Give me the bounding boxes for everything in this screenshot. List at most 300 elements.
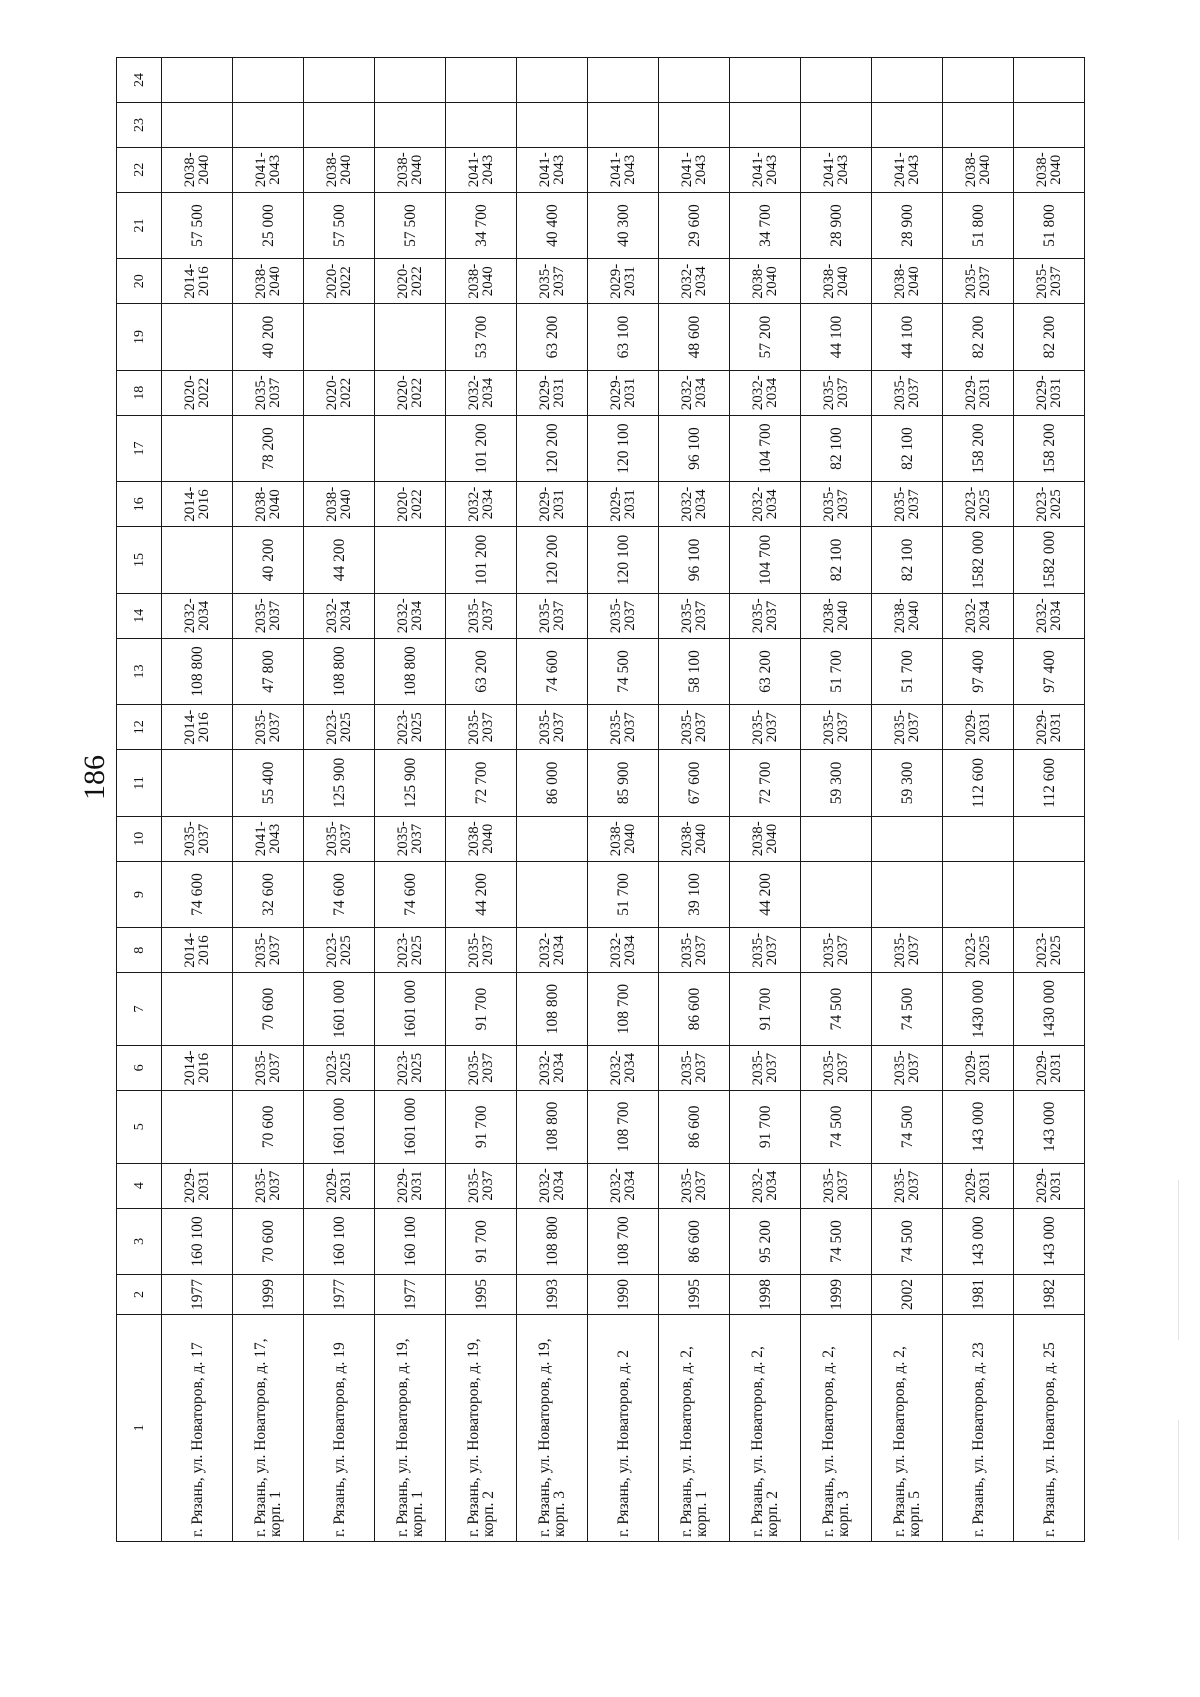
- table-cell: 2038- 2040: [446, 816, 517, 861]
- table-cell: 44 100: [872, 304, 943, 371]
- table-cell: 1601 000: [304, 973, 375, 1046]
- table-cell: 158 200: [1014, 415, 1085, 482]
- table-cell: [162, 103, 233, 148]
- table-cell: 108 800: [304, 638, 375, 705]
- table-cell: 2014- 2016: [162, 482, 233, 527]
- table-cell: 143 000: [943, 1208, 1014, 1275]
- table-cell: 2032- 2034: [730, 1163, 801, 1208]
- table-cell: 2023- 2025: [943, 928, 1014, 973]
- table-cell: 47 800: [233, 638, 304, 705]
- scan-edge-mark: [1178, 1180, 1179, 1340]
- table-cell: 2035- 2037: [588, 705, 659, 750]
- table-cell: 101 200: [446, 527, 517, 594]
- table-cell: 1430 000: [1014, 973, 1085, 1046]
- table-cell: 2020- 2022: [162, 370, 233, 415]
- table-cell: 2035- 2037: [233, 705, 304, 750]
- table-cell: 1977: [304, 1275, 375, 1315]
- table-cell: [375, 58, 446, 103]
- address-cell: г. Рязань, ул. Новаторов, д. 17, корп. 1: [233, 1314, 304, 1541]
- column-number: 9: [117, 861, 162, 928]
- column-number: 7: [117, 973, 162, 1046]
- table-cell: 160 100: [304, 1208, 375, 1275]
- table-cell: [446, 58, 517, 103]
- table-cell: 1601 000: [375, 973, 446, 1046]
- table-cell: 1995: [659, 1275, 730, 1315]
- table-cell: 95 200: [730, 1208, 801, 1275]
- table-cell: 40 300: [588, 192, 659, 259]
- registry-table: [116, 57, 1085, 1542]
- table-cell: 158 200: [943, 415, 1014, 482]
- table-cell: 120 200: [517, 527, 588, 594]
- column-number: 16: [117, 482, 162, 527]
- table-cell: 2032- 2034: [304, 593, 375, 638]
- table-cell: 120 100: [588, 527, 659, 594]
- table-cell: 2038- 2040: [730, 259, 801, 304]
- table-cell: 2035- 2037: [233, 1163, 304, 1208]
- table-cell: 120 200: [517, 415, 588, 482]
- table-cell: 2041- 2043: [659, 147, 730, 192]
- table-cell: 86 600: [659, 1090, 730, 1163]
- table-cell: 2035- 2037: [872, 370, 943, 415]
- table-cell: 34 700: [730, 192, 801, 259]
- table-cell: 70 600: [233, 973, 304, 1046]
- table-cell: 96 100: [659, 527, 730, 594]
- table-cell: 2029- 2031: [943, 1046, 1014, 1091]
- table-cell: [517, 816, 588, 861]
- table-cell: [304, 103, 375, 148]
- address-cell: г. Рязань, ул. Новаторов, д. 17: [162, 1314, 233, 1541]
- table-cell: 2038- 2040: [233, 259, 304, 304]
- table-cell: 2035- 2037: [588, 593, 659, 638]
- table-cell: 44 200: [304, 527, 375, 594]
- table-cell: 2041- 2043: [233, 147, 304, 192]
- table-cell: 29 600: [659, 192, 730, 259]
- table-cell: 2035- 2037: [659, 928, 730, 973]
- table-cell: 48 600: [659, 304, 730, 371]
- table-cell: 67 600: [659, 750, 730, 817]
- table-cell: 2035- 2037: [872, 928, 943, 973]
- table-cell: 2029- 2031: [517, 482, 588, 527]
- table-cell: [872, 103, 943, 148]
- table-cell: [304, 304, 375, 371]
- table-cell: 2023- 2025: [304, 928, 375, 973]
- table-cell: [943, 58, 1014, 103]
- table-cell: 74 500: [801, 973, 872, 1046]
- table-cell: 2014- 2016: [162, 1046, 233, 1091]
- table-cell: 2041- 2043: [801, 147, 872, 192]
- table-cell: 91 700: [730, 1090, 801, 1163]
- table-cell: [730, 103, 801, 148]
- address-cell: г. Рязань, ул. Новаторов, д. 19: [304, 1314, 375, 1541]
- table-cell: 108 800: [517, 1090, 588, 1163]
- table-cell: 2029- 2031: [1014, 1046, 1085, 1091]
- table-cell: 2023- 2025: [375, 1046, 446, 1091]
- table-cell: 82 100: [872, 527, 943, 594]
- table-cell: [588, 58, 659, 103]
- table-cell: 2035- 2037: [446, 1163, 517, 1208]
- table-cell: 1430 000: [943, 973, 1014, 1046]
- table-cell: 2035- 2037: [801, 705, 872, 750]
- table-cell: 2032- 2034: [943, 593, 1014, 638]
- table-cell: 97 400: [1014, 638, 1085, 705]
- table-cell: 108 700: [588, 1208, 659, 1275]
- table-cell: 2029- 2031: [375, 1163, 446, 1208]
- column-number: 22: [117, 147, 162, 192]
- table-cell: 2035- 2037: [517, 259, 588, 304]
- table-cell: 39 100: [659, 861, 730, 928]
- table-cell: 2035- 2037: [1014, 259, 1085, 304]
- table-cell: [943, 103, 1014, 148]
- address-cell: г. Рязань, ул. Новаторов, д. 2: [588, 1314, 659, 1541]
- table-cell: [162, 973, 233, 1046]
- table-cell: [1014, 103, 1085, 148]
- table-cell: [872, 861, 943, 928]
- table-cell: 2035- 2037: [659, 1046, 730, 1091]
- table-cell: [517, 103, 588, 148]
- table-cell: 2020- 2022: [304, 370, 375, 415]
- address-cell: г. Рязань, ул. Новаторов, д. 19, корп. 1: [375, 1314, 446, 1541]
- table-cell: 2029- 2031: [304, 1163, 375, 1208]
- table-cell: 2023- 2025: [1014, 928, 1085, 973]
- table-cell: 1582 000: [1014, 527, 1085, 594]
- table-row: [517, 58, 588, 1542]
- column-number: 6: [117, 1046, 162, 1091]
- table-cell: [162, 1090, 233, 1163]
- table-cell: 2041- 2043: [730, 147, 801, 192]
- table-cell: 82 100: [872, 415, 943, 482]
- table-cell: 2035- 2037: [233, 370, 304, 415]
- table-cell: 2035- 2037: [730, 928, 801, 973]
- table-cell: 51 700: [801, 638, 872, 705]
- table-cell: 2035- 2037: [730, 705, 801, 750]
- table-cell: 2038- 2040: [162, 147, 233, 192]
- table-cell: [233, 58, 304, 103]
- table-cell: 28 900: [872, 192, 943, 259]
- table-cell: 2032- 2034: [730, 482, 801, 527]
- table-cell: 72 700: [730, 750, 801, 817]
- table-cell: [801, 103, 872, 148]
- table-row: [588, 58, 659, 1542]
- table-cell: 112 600: [943, 750, 1014, 817]
- table-cell: 2029- 2031: [588, 370, 659, 415]
- table-cell: 2032- 2034: [659, 370, 730, 415]
- address-cell: г. Рязань, ул. Новаторов, д. 19, корп. 2: [446, 1314, 517, 1541]
- column-number: 2: [117, 1275, 162, 1315]
- table-cell: 2038- 2040: [872, 259, 943, 304]
- table-cell: 2038- 2040: [304, 482, 375, 527]
- table-cell: 2038- 2040: [375, 147, 446, 192]
- table-cell: 91 700: [730, 973, 801, 1046]
- table-cell: 74 600: [304, 861, 375, 928]
- table-row: [304, 58, 375, 1542]
- table-row: [446, 58, 517, 1542]
- column-number: 8: [117, 928, 162, 973]
- table-cell: 143 000: [1014, 1090, 1085, 1163]
- table-cell: 2032- 2034: [588, 1046, 659, 1091]
- table-cell: 44 200: [446, 861, 517, 928]
- table-cell: 63 200: [517, 304, 588, 371]
- table-cell: 2035- 2037: [233, 593, 304, 638]
- table-cell: 63 200: [446, 638, 517, 705]
- table-cell: 160 100: [162, 1208, 233, 1275]
- table-cell: 2035- 2037: [872, 1046, 943, 1091]
- table-cell: 2038- 2040: [801, 593, 872, 638]
- table-row: [730, 58, 801, 1542]
- column-number: 14: [117, 593, 162, 638]
- table-cell: [1014, 58, 1085, 103]
- table-cell: 160 100: [375, 1208, 446, 1275]
- table-cell: 51 700: [872, 638, 943, 705]
- table-cell: 86 600: [659, 1208, 730, 1275]
- table-cell: 101 200: [446, 415, 517, 482]
- table-cell: 91 700: [446, 1090, 517, 1163]
- table-cell: [375, 415, 446, 482]
- table-cell: 58 100: [659, 638, 730, 705]
- table-cell: 2035- 2037: [801, 370, 872, 415]
- address-cell: г. Рязань, ул. Новаторов, д. 2, корп. 2: [730, 1314, 801, 1541]
- table-cell: 82 100: [801, 415, 872, 482]
- table-cell: [517, 861, 588, 928]
- table-cell: 1981: [943, 1275, 1014, 1315]
- table-cell: 2032- 2034: [1014, 593, 1085, 638]
- table-cell: 40 200: [233, 304, 304, 371]
- table-cell: 91 700: [446, 973, 517, 1046]
- table-cell: 2023- 2025: [304, 1046, 375, 1091]
- table-cell: 2023- 2025: [375, 705, 446, 750]
- table-cell: [304, 58, 375, 103]
- table-cell: 108 800: [375, 638, 446, 705]
- table-cell: 2023- 2025: [375, 928, 446, 973]
- table-cell: 2029- 2031: [588, 259, 659, 304]
- table-cell: [801, 58, 872, 103]
- table-cell: 2038- 2040: [233, 482, 304, 527]
- column-number: 19: [117, 304, 162, 371]
- table-row: [233, 58, 304, 1542]
- table-cell: 2032- 2034: [446, 370, 517, 415]
- table-cell: 70 600: [233, 1090, 304, 1163]
- table-cell: 2035- 2037: [304, 816, 375, 861]
- table-cell: 2041- 2043: [233, 816, 304, 861]
- table-cell: [659, 103, 730, 148]
- table-cell: 108 800: [517, 1208, 588, 1275]
- table-cell: 120 100: [588, 415, 659, 482]
- table-cell: [1014, 861, 1085, 928]
- table-cell: 57 200: [730, 304, 801, 371]
- table-cell: 2041- 2043: [588, 147, 659, 192]
- table-cell: 2035- 2037: [872, 1163, 943, 1208]
- column-number: 11: [117, 750, 162, 817]
- table-cell: 63 100: [588, 304, 659, 371]
- table-cell: 2029- 2031: [943, 705, 1014, 750]
- table-cell: 2038- 2040: [943, 147, 1014, 192]
- table-cell: 55 400: [233, 750, 304, 817]
- column-number: 24: [117, 58, 162, 103]
- table-cell: 2032- 2034: [730, 370, 801, 415]
- table-cell: 97 400: [943, 638, 1014, 705]
- table-cell: 2035- 2037: [801, 928, 872, 973]
- table-cell: 112 600: [1014, 750, 1085, 817]
- table-cell: 2038- 2040: [730, 816, 801, 861]
- table-cell: [304, 415, 375, 482]
- table-cell: 2038- 2040: [801, 259, 872, 304]
- table-cell: 2014- 2016: [162, 705, 233, 750]
- table-cell: 44 100: [801, 304, 872, 371]
- table-cell: 2035- 2037: [446, 928, 517, 973]
- table-row: [801, 58, 872, 1542]
- table-cell: 2035- 2037: [446, 1046, 517, 1091]
- table-cell: 2035- 2037: [730, 593, 801, 638]
- address-cell: г. Рязань, ул. Новаторов, д. 25: [1014, 1314, 1085, 1541]
- table-cell: 2035- 2037: [730, 1046, 801, 1091]
- table-cell: 40 400: [517, 192, 588, 259]
- table-cell: [375, 103, 446, 148]
- table-cell: 28 900: [801, 192, 872, 259]
- table-cell: 2035- 2037: [517, 593, 588, 638]
- table-cell: 34 700: [446, 192, 517, 259]
- table-cell: 2020- 2022: [375, 370, 446, 415]
- table-cell: [162, 58, 233, 103]
- table-cell: 2020- 2022: [375, 259, 446, 304]
- table-cell: 25 000: [233, 192, 304, 259]
- table-cell: 2029- 2031: [1014, 705, 1085, 750]
- table-cell: [233, 103, 304, 148]
- table-cell: 74 500: [872, 1208, 943, 1275]
- table-cell: [162, 527, 233, 594]
- column-number: 23: [117, 103, 162, 148]
- table-cell: 2020- 2022: [304, 259, 375, 304]
- header-row: [117, 58, 162, 1542]
- table-cell: 51 800: [1014, 192, 1085, 259]
- table-cell: 51 800: [943, 192, 1014, 259]
- table-cell: 1995: [446, 1275, 517, 1315]
- table-cell: 1977: [375, 1275, 446, 1315]
- table-cell: 2035- 2037: [659, 705, 730, 750]
- table-row: [375, 58, 446, 1542]
- table-cell: 1582 000: [943, 527, 1014, 594]
- table-cell: 2032- 2034: [375, 593, 446, 638]
- table-cell: 63 200: [730, 638, 801, 705]
- column-number: 12: [117, 705, 162, 750]
- column-number: 5: [117, 1090, 162, 1163]
- table-cell: 72 700: [446, 750, 517, 817]
- table-cell: 2035- 2037: [801, 1046, 872, 1091]
- table-cell: 2020- 2022: [375, 482, 446, 527]
- table-cell: 2035- 2037: [233, 928, 304, 973]
- table-cell: 70 600: [233, 1208, 304, 1275]
- table-cell: 2029- 2031: [588, 482, 659, 527]
- table-cell: 1601 000: [375, 1090, 446, 1163]
- table-cell: 57 500: [162, 192, 233, 259]
- table-cell: 125 900: [375, 750, 446, 817]
- scan-edge-mark: [1178, 1420, 1179, 1540]
- table-cell: 53 700: [446, 304, 517, 371]
- table-cell: 96 100: [659, 415, 730, 482]
- table-cell: 1999: [801, 1275, 872, 1315]
- table-cell: 2014- 2016: [162, 928, 233, 973]
- table-row: [1014, 58, 1085, 1542]
- table-cell: [943, 861, 1014, 928]
- table-cell: 2029- 2031: [1014, 370, 1085, 415]
- table-cell: 2041- 2043: [517, 147, 588, 192]
- table-row: [872, 58, 943, 1542]
- table-cell: [801, 861, 872, 928]
- column-number: 10: [117, 816, 162, 861]
- table-cell: 1990: [588, 1275, 659, 1315]
- column-number: 3: [117, 1208, 162, 1275]
- table-cell: [872, 816, 943, 861]
- table-cell: 2032- 2034: [517, 1163, 588, 1208]
- table-cell: 2038- 2040: [304, 147, 375, 192]
- table-cell: 2029- 2031: [162, 1163, 233, 1208]
- table-cell: 2032- 2034: [517, 928, 588, 973]
- table-cell: [872, 58, 943, 103]
- table-cell: 1993: [517, 1275, 588, 1315]
- page-number: 186: [78, 755, 111, 800]
- table-cell: 86 000: [517, 750, 588, 817]
- table-cell: 2041- 2043: [446, 147, 517, 192]
- table-row: [659, 58, 730, 1542]
- table-cell: 2032- 2034: [588, 1163, 659, 1208]
- table-cell: 2038- 2040: [446, 259, 517, 304]
- table-cell: 59 300: [801, 750, 872, 817]
- table-cell: 2023- 2025: [1014, 482, 1085, 527]
- table-cell: 74 500: [801, 1208, 872, 1275]
- table-cell: 2032- 2034: [588, 928, 659, 973]
- table-cell: 2029- 2031: [943, 370, 1014, 415]
- table-cell: 2035- 2037: [801, 1163, 872, 1208]
- table-cell: 2035- 2037: [872, 482, 943, 527]
- table-cell: 108 700: [588, 1090, 659, 1163]
- table-cell: [659, 58, 730, 103]
- table-cell: 104 700: [730, 527, 801, 594]
- table-cell: 108 800: [162, 638, 233, 705]
- column-number: 4: [117, 1163, 162, 1208]
- table-cell: 2035- 2037: [446, 705, 517, 750]
- table-cell: 82 100: [801, 527, 872, 594]
- table-cell: 125 900: [304, 750, 375, 817]
- column-number: 17: [117, 415, 162, 482]
- table-cell: 2002: [872, 1275, 943, 1315]
- table-cell: 1982: [1014, 1275, 1085, 1315]
- table-cell: 143 000: [1014, 1208, 1085, 1275]
- table-cell: 74 500: [872, 1090, 943, 1163]
- address-cell: г. Рязань, ул. Новаторов, д. 23: [943, 1314, 1014, 1541]
- table-cell: 82 200: [943, 304, 1014, 371]
- table-cell: [375, 304, 446, 371]
- table-cell: 51 700: [588, 861, 659, 928]
- column-number: 20: [117, 259, 162, 304]
- table-row: [162, 58, 233, 1542]
- table-cell: 104 700: [730, 415, 801, 482]
- table-cell: 2035- 2037: [659, 593, 730, 638]
- table-cell: 2029- 2031: [517, 370, 588, 415]
- table-cell: [162, 415, 233, 482]
- column-number: 15: [117, 527, 162, 594]
- table-cell: [162, 304, 233, 371]
- table-cell: 74 500: [872, 973, 943, 1046]
- column-number: 1: [117, 1314, 162, 1541]
- table-cell: 2038- 2040: [588, 816, 659, 861]
- column-number: 18: [117, 370, 162, 415]
- table-cell: 1977: [162, 1275, 233, 1315]
- table-cell: 74 600: [375, 861, 446, 928]
- table-cell: 2035- 2037: [375, 816, 446, 861]
- column-number: 13: [117, 638, 162, 705]
- address-cell: г. Рязань, ул. Новаторов, д. 2, корп. 1: [659, 1314, 730, 1541]
- table-cell: [943, 816, 1014, 861]
- table-cell: 2035- 2037: [659, 1163, 730, 1208]
- table-cell: 78 200: [233, 415, 304, 482]
